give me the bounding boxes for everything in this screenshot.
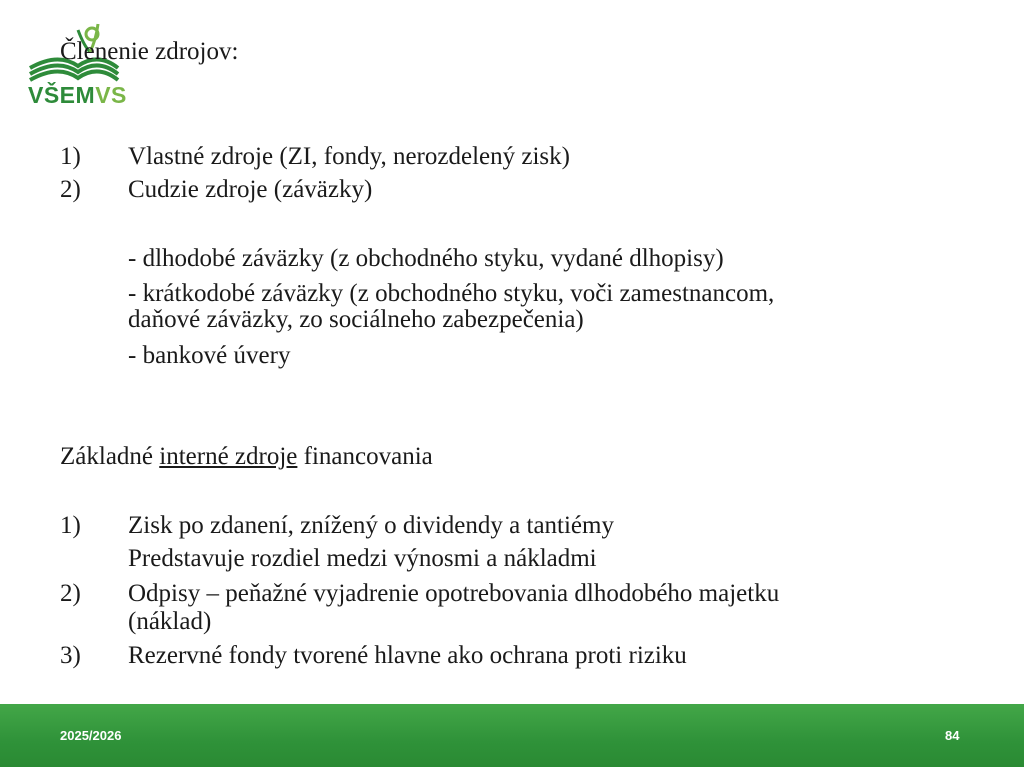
- internal-number-1: 1): [60, 512, 81, 539]
- liability-bank-loans: - bankové úvery: [128, 342, 291, 369]
- logo-wordmark: [28, 82, 127, 109]
- internal-number-3: 3): [60, 642, 81, 669]
- source-item-2: Cudzie zdroje (záväzky): [128, 176, 373, 203]
- internal-item-2-line-1: Odpisy – peňažné vyjadrenie opotrebovania dlhodobého majetku: [128, 580, 780, 607]
- logo-text-vsem: VŠEM: [28, 82, 96, 108]
- internal-item-1-line-1: Zisk po zdanení, znížený o dividendy a tantiémy: [128, 512, 614, 539]
- page-number: 84: [945, 728, 960, 743]
- vsemvs-logo: [18, 22, 128, 112]
- internal-sources-heading: [60, 443, 433, 471]
- internal-suffix: financovania: [297, 443, 433, 470]
- footer-bar: [0, 704, 1024, 767]
- source-number-2: 2): [60, 176, 81, 203]
- source-number-1: 1): [60, 143, 81, 170]
- liability-short-term-cont: daňové záväzky, zo sociálneho zabezpečenia): [128, 306, 584, 333]
- internal-prefix: Základné: [60, 443, 160, 470]
- source-item-1: Vlastné zdroje (ZI, fondy, nerozdelený zisk): [128, 143, 570, 170]
- logo-text-vs: VS: [95, 82, 127, 108]
- liability-long-term: - dlhodobé záväzky (z obchodného styku, vydané dlhopisy): [128, 245, 724, 272]
- internal-item-1-line-2: Predstavuje rozdiel medzi výnosmi a nákladmi: [128, 545, 597, 572]
- slide-title: Členenie zdrojov:: [60, 38, 239, 65]
- internal-item-3-line-1: Rezervné fondy tvorené hlavne ako ochrana proti riziku: [128, 642, 687, 669]
- footer-year: 2025/2026: [60, 728, 122, 743]
- internal-number-2: 2): [60, 580, 81, 607]
- internal-underlined: interné zdroje: [159, 443, 298, 470]
- internal-item-2-line-2: (náklad): [128, 608, 212, 635]
- liability-short-term: - krátkodobé záväzky (z obchodného styku, voči zamestnancom,: [128, 280, 775, 307]
